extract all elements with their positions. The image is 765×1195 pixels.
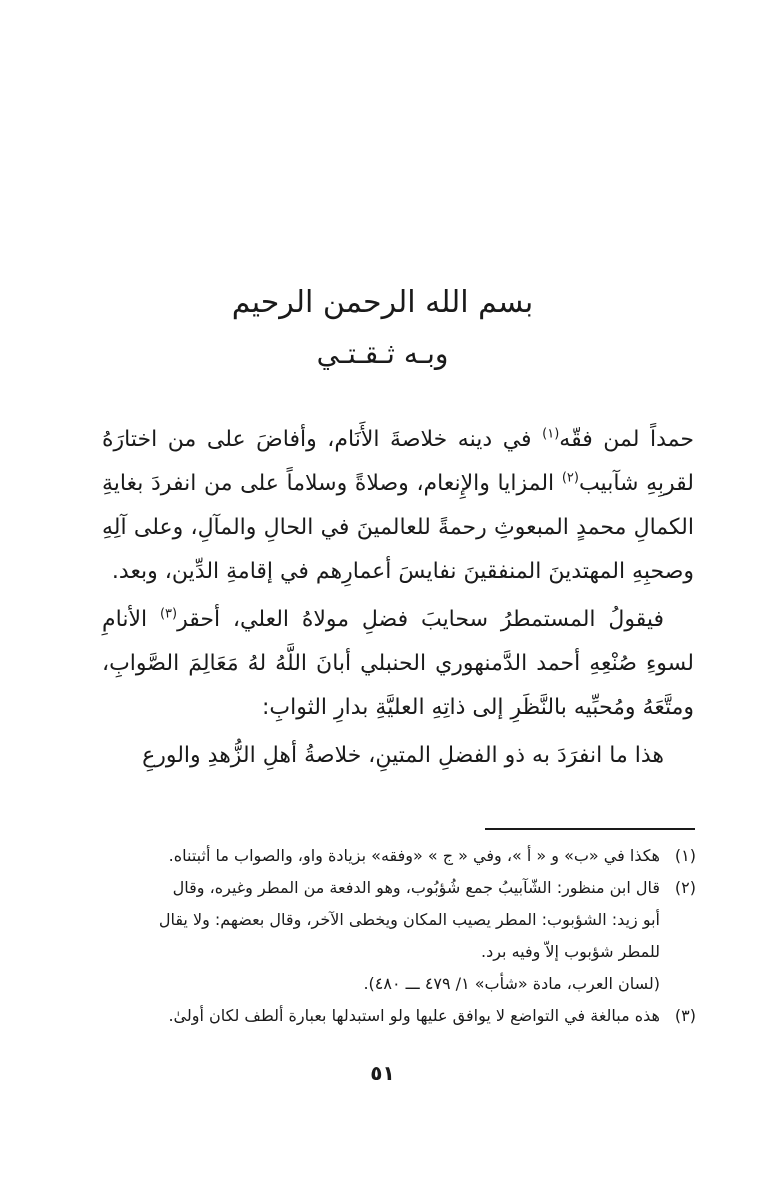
footnote-line: للمطر شؤبوب إلاّ وفيه برد. <box>480 942 660 961</box>
footnote-line: أبو زيد: الشؤبوب: المطر يصيب المكان ويخطى الآخر، وقال بعضهم: ولا يقال <box>158 910 660 929</box>
footnote-ref: (١) <box>542 426 560 442</box>
paragraph-opening <box>102 418 694 594</box>
paragraph-author <box>102 598 694 730</box>
paragraph-continuation: هذا ما انفرَدَ به ذو الفضلِ المتينِ، خلاصةُ أهلِ الزُّهدِ والورعِ <box>142 743 664 768</box>
footnote-number: (١) <box>674 846 696 865</box>
footnote-line: (لسان العرب، مادة «شأب» ١/ ٤٧٩ ـــ ٤٨٠). <box>363 974 660 993</box>
basmala-heading: بسم الله الرحمن الرحيم <box>231 285 534 320</box>
footnote-line: هكذا في «ب» و « أ »، وفي « ج » «وفقه» بزيادة واو، والصواب ما أثبتناه. <box>168 846 660 865</box>
paragraph-text: الأنامِ لسوءِ صُنْعِهِ أحمد الدَّمنهوري الحنبلي أبانَ اللَّهُ لهُ مَعَالِمَ الصَّوابِ، ومتَّعَهُ ومُحبِّيه بالنَّظَرِ إلى ذاتِهِ العليَّةِ بدارِ الثوابِ: <box>102 607 694 720</box>
footnotes <box>100 840 696 1032</box>
footnote-2 <box>100 872 696 1000</box>
footnote-number: (٢) <box>674 878 696 897</box>
paragraph-text: في دينه خلاصةَ الأَنَام، وأفاضَ على من اختارَهُ لقربِهِ شآبيب <box>102 427 694 496</box>
footnote-ref: (٢) <box>561 470 579 486</box>
main-text <box>102 418 694 782</box>
paragraph-text: المزايا والإِنعام، وصلاةً وسلاماً على من انفردَ بغايةِ الكمالِ محمدٍ المبعوثِ رحمةً للعالمينَ في الحالِ والمآلِ، وعلى آلِهِ وصحبِهِ المهتدينَ المنفقينَ نفايسَ أعمارِهم في إقامةِ الدِّين، وبعد. <box>102 471 694 584</box>
footnote-ref: (٣) <box>159 606 178 622</box>
footnote-3 <box>100 1000 696 1032</box>
footnote-number: (٣) <box>674 1006 696 1025</box>
footnote-1 <box>100 840 696 872</box>
footnote-separator <box>485 828 695 830</box>
footnote-line: هذه مبالغة في التواضع لا يوافق عليها ولو استبدلها بعبارة ألطف لكان أولىٰ. <box>168 1006 660 1025</box>
paragraph-text: فيقولُ المستمطرُ سحايبَ فضلِ مولاهُ العلي، أحقر <box>177 607 665 632</box>
page-number: ٥١ <box>370 1061 395 1085</box>
subtitle-heading: وبـه ثـقـتـي <box>316 337 449 370</box>
footnote-line: قال ابن منظور: الشّآبيبُ جمع شُؤبُوب، وهو الدفعة من المطر وغيره، وقال <box>172 878 660 897</box>
paragraph-text: حمداً لمن فقّه <box>559 427 694 452</box>
